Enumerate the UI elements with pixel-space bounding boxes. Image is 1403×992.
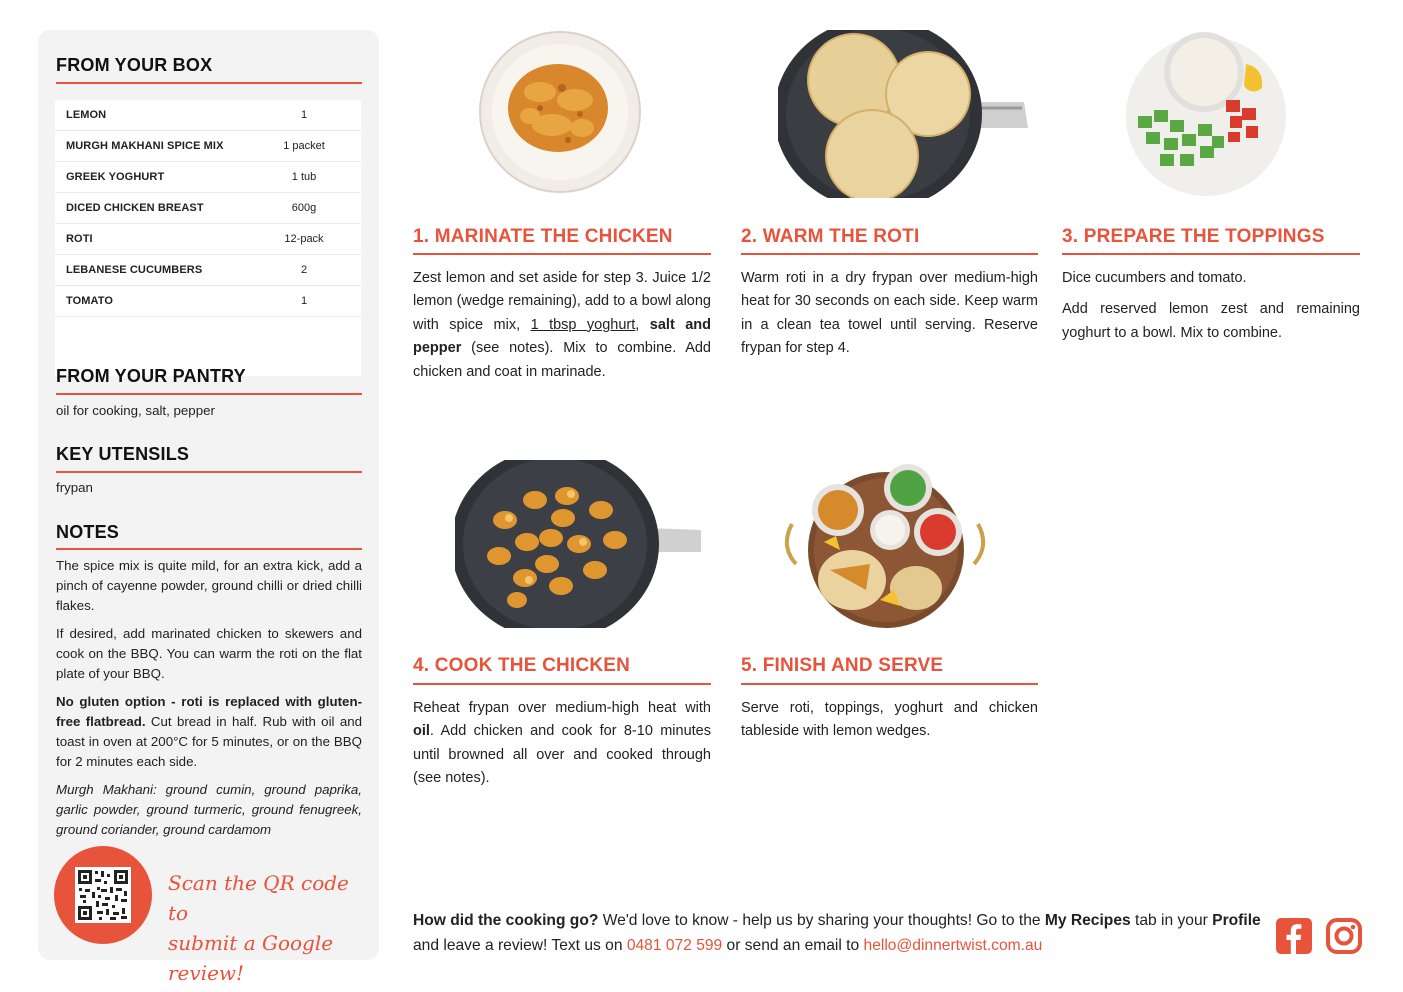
ingredient-name: TOMATO [66, 295, 114, 307]
toppings-plate-image [1120, 30, 1292, 198]
review-footer [413, 908, 1263, 958]
ingredients-table [55, 100, 361, 376]
step-1-text: Zest lemon and set aside for step 3. Juice 1/2 lemon (wedge remaining), add to a bowl along with spice mix, [413, 270, 711, 333]
ingredient-qty: 2 [300, 264, 308, 276]
ingredient-name: GREEK YOGHURT [66, 171, 165, 183]
section-divider [56, 548, 362, 550]
pantry-text: oil for cooking, salt, pepper [56, 403, 215, 418]
step-4-text: Reheat frypan over medium-high heat with [413, 700, 711, 716]
step-4-title: 4. COOK THE CHICKEN [413, 655, 631, 676]
qr-code-icon [75, 867, 131, 923]
note-3 [56, 692, 362, 772]
ingredient-row [55, 193, 361, 224]
finished-dish-platter-image [780, 460, 990, 628]
step-2-body [741, 267, 1038, 361]
step-1-underlined: 1 tbsp yoghurt [530, 316, 636, 333]
email-link[interactable]: hello@dinnertwist.com.au [863, 937, 1043, 954]
facebook-icon[interactable] [1276, 918, 1312, 954]
step-3-body [1062, 267, 1360, 353]
step-5-title: 5. FINISH AND SERVE [741, 655, 944, 676]
step-divider [741, 683, 1038, 685]
note-3-rest: Cut bread in half. Rub with oil and toast in oven at 200°C for 5 minutes, or on the BBQ for 2 minutes each side. [56, 714, 363, 769]
ingredient-qty: 1 packet [283, 140, 325, 152]
qr-caption [168, 868, 368, 988]
ingredient-name: ROTI [66, 233, 93, 245]
qr-caption-line-1: Scan the QR code to [168, 871, 349, 925]
marinated-chicken-bowl-image [470, 30, 650, 198]
notes-title: NOTES [56, 522, 120, 542]
step-3-title: 3. PREPARE THE TOPPINGS [1062, 226, 1325, 247]
step-2-title: 2. WARM THE ROTI [741, 226, 920, 247]
notes-body [56, 556, 362, 848]
ingredient-name: LEMON [66, 109, 107, 121]
roti-in-frypan-image [778, 30, 1032, 198]
ingredient-qty: 1 [300, 109, 308, 121]
phone-link[interactable]: 0481 072 599 [626, 937, 723, 954]
ingredient-qty: 600g [291, 202, 317, 214]
step-divider [413, 253, 711, 255]
step-1-title: 1. MARINATE THE CHICKEN [413, 226, 673, 247]
key-utensils-title: KEY UTENSILS [56, 444, 190, 464]
section-divider [56, 82, 362, 84]
footer-my-recipes: My Recipes [1044, 912, 1131, 929]
step-1-bold: salt and pepper [413, 316, 711, 357]
ingredient-row [55, 100, 361, 131]
step-5-text: Serve roti, toppings, yoghurt and chicken tableside with lemon wedges. [741, 700, 1038, 740]
ingredient-row [55, 131, 361, 162]
footer-text: We'd love to know - help us by sharing your thoughts! Go to the [598, 912, 1045, 929]
footer-profile: Profile [1212, 912, 1261, 929]
step-3-paragraph: Add reserved lemon zest and remaining yoghurt to a bowl. Mix to combine. [1062, 301, 1360, 341]
ingredient-qty: 1 tub [291, 171, 317, 183]
from-your-pantry-title: FROM YOUR PANTRY [56, 366, 246, 386]
qr-badge[interactable] [54, 846, 152, 944]
ingredient-name: LEBANESE CUCUMBERS [66, 264, 203, 276]
step-4-body [413, 697, 711, 791]
step-1-text: (see notes). Mix to combine. Add chicken and coat in marinade. [413, 340, 711, 380]
step-4-bold: oil [413, 723, 430, 740]
note-3-bold: No gluten option - roti is replaced with gluten-free flatbread. [56, 694, 362, 729]
footer-text: or send an email to [722, 937, 864, 954]
section-divider [56, 471, 362, 473]
ingredient-row [55, 286, 361, 317]
step-3-paragraph: Dice cucumbers and tomato. [1062, 270, 1247, 286]
footer-text: and leave a review! Text us on [413, 937, 627, 954]
cooking-chicken-frypan-image [455, 460, 705, 628]
utensils-text: frypan [56, 480, 93, 495]
section-divider [56, 393, 362, 395]
from-your-box-title: FROM YOUR BOX [56, 55, 213, 75]
sidebar [38, 30, 379, 985]
qr-caption-line-2: submit a Google review! [168, 931, 334, 985]
note-2: If desired, add marinated chicken to skewers and cook on the BBQ. You can warm the roti on the flat plate of your BBQ. [56, 626, 362, 681]
ingredient-qty: 12-pack [284, 233, 324, 245]
ingredient-row [55, 255, 361, 286]
instagram-icon[interactable] [1326, 918, 1362, 954]
step-1-text: , [635, 316, 650, 333]
footer-question: How did the cooking go? [413, 912, 599, 929]
step-5-body [741, 697, 1038, 744]
ingredient-row [55, 224, 361, 255]
step-4-text: . Add chicken and cook for 8-10 minutes until browned all over and cooked through (see notes). [413, 723, 711, 787]
step-divider [413, 683, 711, 685]
note-4: Murgh Makhani: ground cumin, ground paprika, garlic powder, ground turmeric, ground fenugreek, ground coriander, ground cardamom [56, 782, 362, 837]
ingredient-name: DICED CHICKEN BREAST [66, 202, 204, 214]
step-1-body [413, 267, 711, 384]
step-divider [741, 253, 1038, 255]
note-1: The spice mix is quite mild, for an extra kick, add a pinch of cayenne powder, ground chilli or dried chilli flakes. [56, 558, 362, 613]
ingredient-qty: 1 [300, 295, 308, 307]
footer-text: tab in your [1130, 912, 1213, 929]
step-2-text: Warm roti in a dry frypan over medium-high heat for 30 seconds on each side. Keep warm in a clean tea towel until serving. Reserve frypan for step 4. [741, 270, 1038, 357]
step-divider [1062, 253, 1360, 255]
ingredient-row [55, 162, 361, 193]
ingredient-name: MURGH MAKHANI SPICE MIX [66, 140, 224, 152]
